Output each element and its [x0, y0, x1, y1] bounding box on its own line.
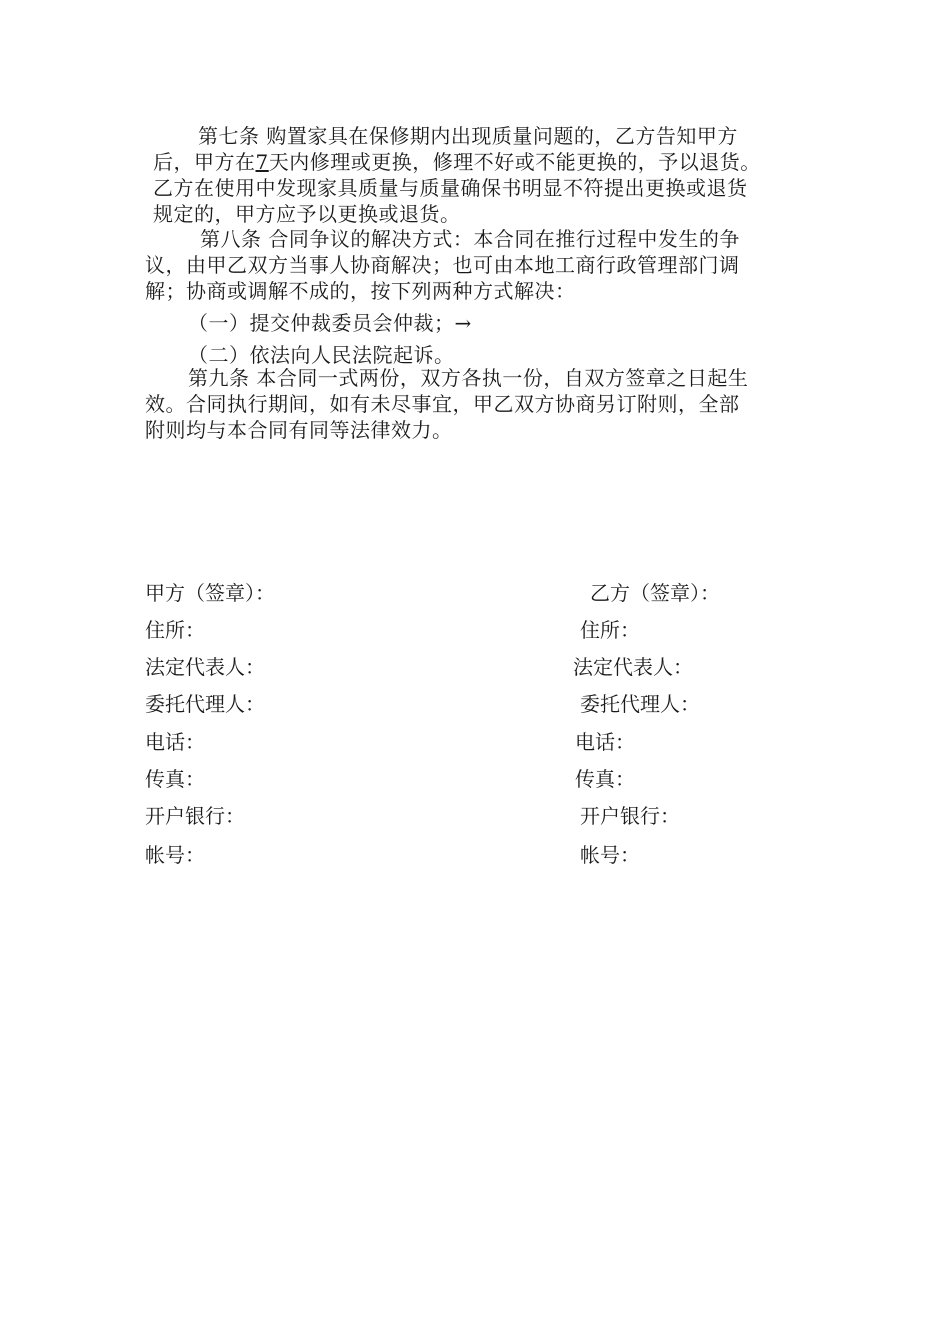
party-a-phone: 电话： [145, 730, 205, 754]
party-b-bank: 开户银行： [580, 804, 680, 828]
party-b-account: 帐号： [580, 843, 640, 867]
party-a-sign: 甲方（签章）： [145, 581, 275, 605]
repair-days: 7 [255, 150, 269, 174]
party-b-agent: 委托代理人： [580, 692, 700, 716]
article7-line2 [153, 149, 761, 175]
article7-line1: 第七条 购置家具在保修期内出现质量问题的，乙方告知甲方 [198, 124, 738, 148]
party-b-fax: 传真： [575, 767, 635, 791]
party-a-bank: 开户银行： [145, 804, 245, 828]
article8-line3: 解；协商或调解不成的，按下列两种方式解决： [145, 279, 576, 303]
article7-line2-pre: 后，甲方在 [153, 150, 256, 174]
party-a-fax: 传真： [145, 767, 205, 791]
party-b-legal-rep: 法定代表人： [573, 655, 693, 679]
article9-line1: 第九条 本合同一式两份，双方各执一份，自双方签章之日起生 [188, 366, 749, 390]
party-b-sign: 乙方（签章）： [590, 581, 720, 605]
article8-option2: （二）依法向人民法院起诉。 [188, 343, 455, 367]
party-a-legal-rep: 法定代表人： [145, 655, 265, 679]
article8-line1: 第八条 合同争议的解决方式：本合同在推行过程中发生的争 [200, 227, 740, 251]
article8-option1: （一）提交仲裁委员会仲裁；→ [188, 311, 472, 335]
article7-line4: 规定的，甲方应予以更换或退货。 [153, 202, 461, 226]
party-a-address: 住所： [145, 618, 205, 642]
party-a-agent: 委托代理人： [145, 692, 265, 716]
article7-line3: 乙方在使用中发现家具质量与质量确保书明显不符提出更换或退货 [153, 176, 748, 200]
article9-line3: 附则均与本合同有同等法律效力。 [145, 418, 453, 442]
party-a-account: 帐号： [145, 843, 205, 867]
article7-line2-post: 天内修理或更换，修理不好或不能更换的，予以退货。 [268, 150, 761, 174]
article9-line2: 效。合同执行期间，如有未尽事宜，甲乙双方协商另订附则，全部 [145, 392, 740, 416]
article8-line2: 议，由甲乙双方当事人协商解决；也可由本地工商行政管理部门调 [145, 253, 740, 277]
party-b-address: 住所： [580, 618, 640, 642]
party-b-phone: 电话： [575, 730, 635, 754]
